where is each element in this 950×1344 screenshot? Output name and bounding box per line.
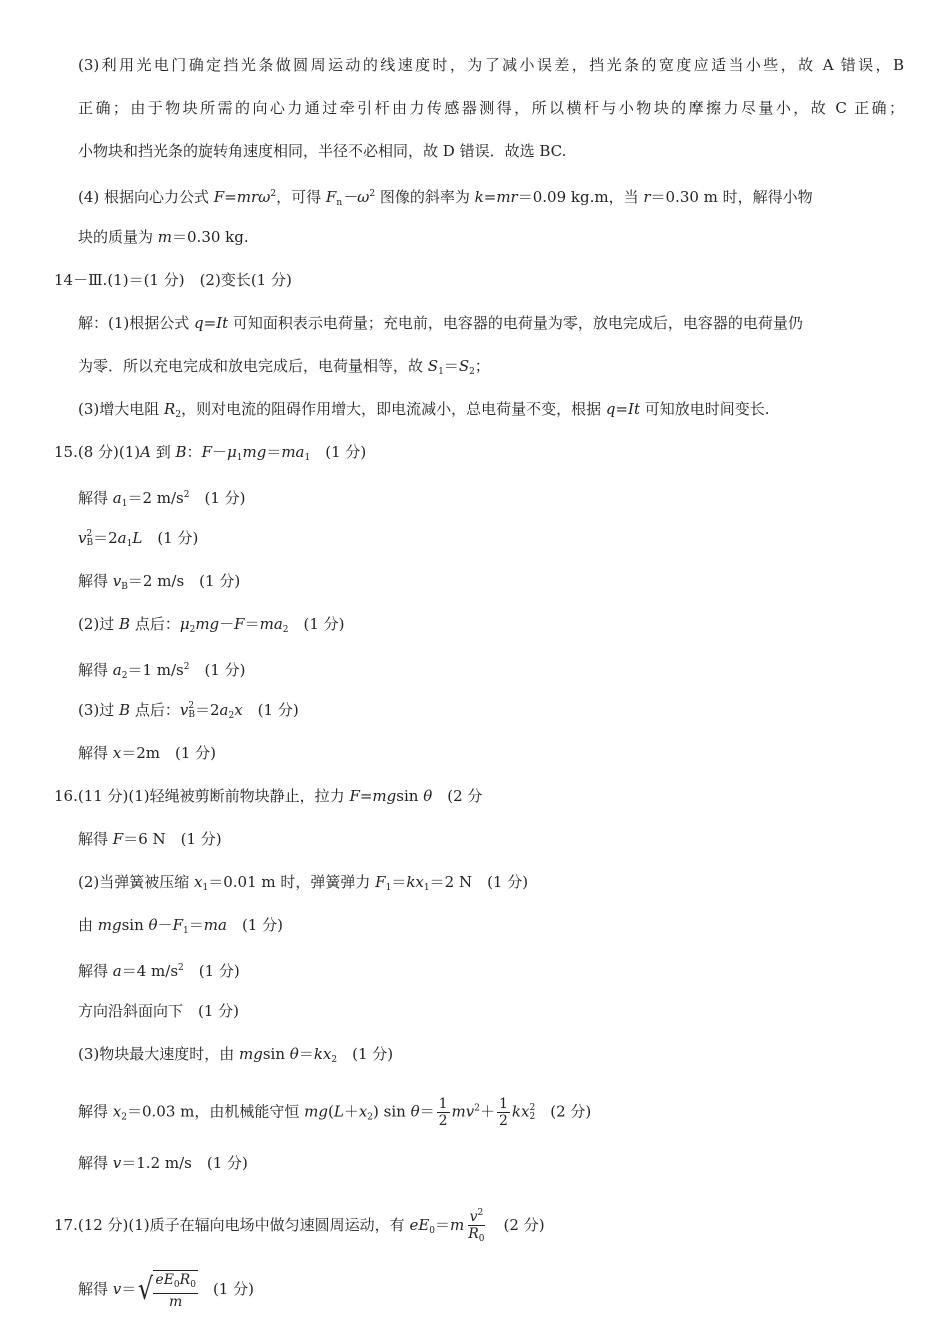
question-17-header: 17.(12 分)(1)质子在辐向电场中做匀速圆周运动，有 $eE_0=m$ $\frac{v^2}{R_0}$ (2 分) — [54, 1205, 950, 1247]
text-line: 由 mgsin $\theta-F_1=ma$ (1 分) — [78, 916, 283, 936]
text-line: 解得 x＝2m (1 分) — [78, 744, 217, 762]
text-line: (3)增大电阻 $R_2$，则对电流的阻碍作用增大，即电流减小，总电荷量不变，根据 q=It 可知放电时间变长. — [78, 400, 770, 420]
fraction-v2-over-r0: $\frac{v^2}{R_0}$ — [466, 1205, 486, 1247]
text-line: 解：(1)根据公式 q=It 可知面积表示电荷量；充电前，电容器的电荷量为零，放电完成后，电容器的电荷量仍 — [78, 314, 803, 332]
text-line: 小物块和挡光条的旋转角速度相同，半径不必相同，故 D 错误．故选 BC. — [78, 142, 567, 160]
text-line: 解得 $a_2=1$ $m/s^2$ (1 分) — [78, 661, 246, 681]
text-line: (3)利用光电门确定挡光条做圆周运动的线速度时，为了减小误差，挡光条的宽度应适当小些，故 A 错误，B — [78, 56, 904, 74]
text-line: 解得 v＝1.2 m/s (1 分) — [78, 1154, 248, 1172]
text-line: (4) 根据向心力公式 F=mrω$^2$，可得 $F_n-\omega^2$ 图像的斜率为 k=mr＝0.09 kg.m，当 r＝0.30 m 时，解得小物 — [78, 188, 813, 208]
text-line: 块的质量为 m＝0.30 kg. — [78, 228, 249, 246]
text-line: 解得 $a_1=2$ $m/s^2$ (1 分) — [78, 489, 246, 509]
text-line: 解得 $x_2=0.03$ m，由机械能守恒 $mg(L+x_2)$ sin θ＝ $\frac{1}{2}$ $mv^2+$ $\frac{1}{2}$ kx 2 2 (2 分) — [78, 1096, 592, 1129]
text-line: (2)过 B 点后：$\mu_2mg-F=ma_2$ (1 分) — [78, 615, 345, 635]
text-line: v 2 B $=2a_1L$ (1 分) — [78, 529, 199, 549]
text-line: (3)物块最大速度时，由 mgsin $\theta=kx_2$ (1 分) — [78, 1045, 394, 1065]
text-line: 解得 $v_B=2$ m/s (1 分) — [78, 572, 241, 592]
question-16-header: 16.(11 分)(1)轻绳被剪断前物块静止，拉力 F=mgsin θ (2 分 — [54, 787, 483, 805]
text-line: 解得 a＝4 $m/s^2$ (1 分) — [78, 962, 240, 980]
sqrt-expression: √ $\frac{eE_0R_0}{m}$ — [138, 1272, 196, 1310]
text-line: (3)过 B 点后：v 2 B $=2a_2x$ (1 分) — [78, 701, 299, 721]
text-line: 为零．所以充电完成和放电完成后，电荷量相等，故 $S_1=S_2$； — [78, 357, 490, 377]
text-line: (2)当弹簧被压缩 $x_1=0.01$ m 时，弹簧弹力 $F_1=kx_1=2$ N (1 分) — [78, 873, 529, 893]
text-line: 解得 F＝6 N (1 分) — [78, 830, 222, 848]
text-line: 正确；由于物块所需的向心力通过牵引杆由力传感器测得，所以横杆与小物块的摩擦力尽量小，故 C 正确； — [78, 99, 904, 117]
fraction-half: $\frac{1}{2}$ — [499, 1096, 508, 1129]
text-line: 方向沿斜面向下 (1 分) — [78, 1002, 240, 1020]
fraction-half: $\frac{1}{2}$ — [438, 1096, 448, 1129]
question-15-header: 15.(8 分)(1)A 到 B：$F-\mu_1mg=ma_1$ (1 分) — [54, 443, 367, 463]
question-14-header: 14－Ⅲ.(1)＝(1 分) (2)变长(1 分) — [54, 271, 292, 289]
text-line: 解得 v＝ √ $\frac{eE_0R_0}{m}$ (1 分) — [78, 1272, 254, 1310]
